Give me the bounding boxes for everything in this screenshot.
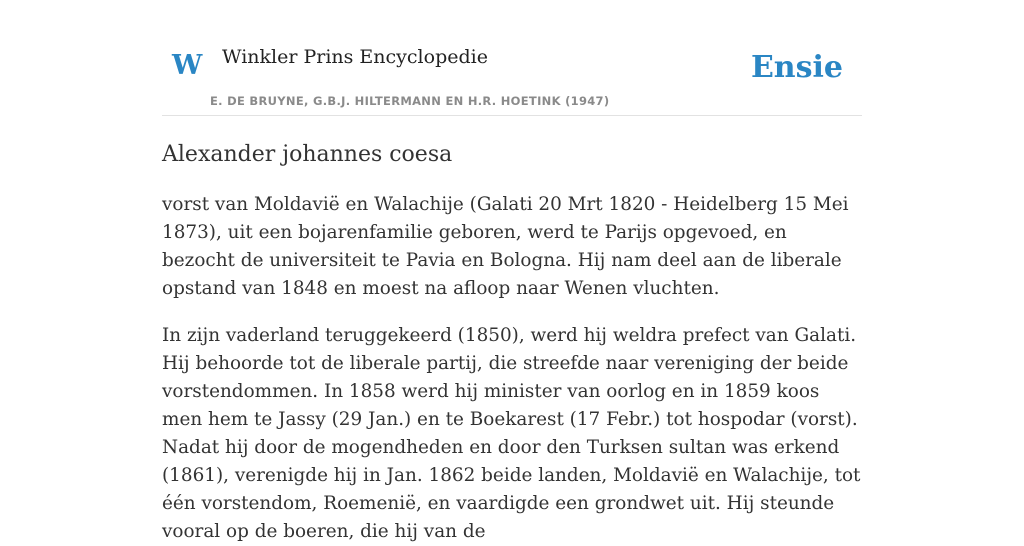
source-title[interactable]: Winkler Prins Encyclopedie <box>222 46 488 68</box>
ensie-logo[interactable]: Ensie <box>750 50 843 85</box>
article-paragraph: vorst van Moldavië en Walachije (Galati 20 Mrt 1820 - Heidelberg 15 Mei 1873), uit een bojarenfamilie geboren, werd te Parijs opgevoed, en bezocht de universiteit te Pavia en Bologna. Hij nam deel aan de liberale opstand van 1848 en moest na afloop naar Wenen vluchten. <box>162 194 849 299</box>
article-title: Alexander johannes coesa <box>162 142 453 167</box>
winkler-prins-logo[interactable]: W <box>172 50 203 81</box>
article-paragraph: In zijn vaderland teruggekeerd (1850), werd hij weldra prefect van Galati. Hij behoorde tot de liberale partij, die streefde naar vereniging der beide vorstendommen. In 1858 werd hij minister van oorlog en in 1859 koos men hem te Jassy (29 Jan.) en te Boekarest (17 Febr.) tot hospodar (vorst). Nadat hij door de mogendheden en door den Turksen sultan was erkend (1861), verenigde hij in Jan. 1862 beide landen, Moldavië en Walachije, tot één vorstendom, Roemenië, en vaardigde een grondwet uit. Hij steunde vooral op de boeren, die hij van de <box>162 325 861 542</box>
source-header <box>162 0 862 116</box>
source-authors: E. DE BRUYNE, G.B.J. HILTERMANN EN H.R. HOETINK (1947) <box>210 94 610 108</box>
article <box>162 138 862 546</box>
